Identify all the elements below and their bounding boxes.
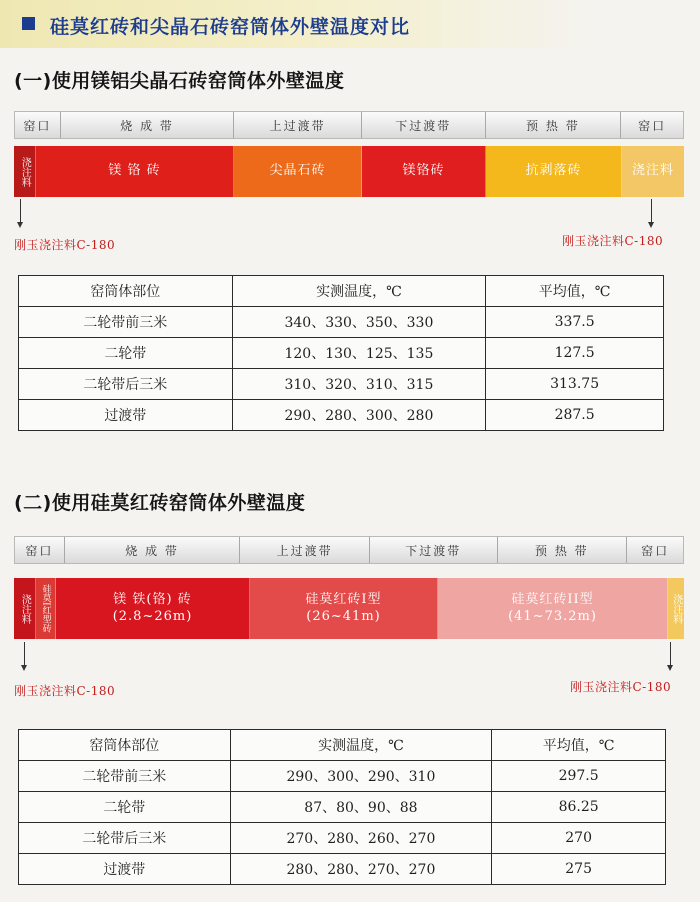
cell-location: 二轮带前三米 bbox=[19, 307, 233, 338]
table-header-row bbox=[19, 276, 664, 307]
cell-location: 二轮带 bbox=[19, 338, 233, 369]
lining-segment bbox=[234, 146, 362, 197]
zone-kiln-inlet: 窑口 bbox=[638, 118, 667, 133]
lining-label: 浇注料 bbox=[19, 156, 31, 187]
arrow-down-icon bbox=[651, 199, 652, 223]
lining-range: (2.8~26m) bbox=[112, 608, 193, 624]
cell-location: 过渡带 bbox=[19, 854, 231, 885]
cell-measured: 340、330、350、330 bbox=[232, 307, 486, 338]
cell-measured: 290、280、300、280 bbox=[232, 400, 486, 431]
table-row bbox=[19, 792, 666, 823]
header-location: 窑筒体部位 bbox=[19, 730, 231, 761]
cell-measured: 290、300、290、310 bbox=[230, 761, 492, 792]
header-average: 平均值，℃ bbox=[486, 276, 664, 307]
header-location: 窑筒体部位 bbox=[19, 276, 233, 307]
arrow-head-icon bbox=[667, 665, 673, 671]
table-row bbox=[19, 369, 664, 400]
cell-average: 287.5 bbox=[486, 400, 664, 431]
arrow-head-icon bbox=[17, 222, 23, 228]
callout-right: 刚玉浇注料C-180 bbox=[562, 234, 664, 248]
lining-range: (41~73.2m) bbox=[508, 608, 597, 624]
lining-segment bbox=[36, 578, 56, 639]
section-2-table bbox=[18, 729, 666, 885]
section-2-zone-header bbox=[14, 536, 684, 564]
lining-label: 硅莫I红型砖 bbox=[40, 584, 51, 633]
zone-preheating: 预 热 带 bbox=[498, 537, 628, 563]
arrow-down-icon bbox=[670, 642, 671, 666]
zone-kiln-inlet: 窑口 bbox=[641, 543, 670, 558]
table-row bbox=[19, 307, 664, 338]
header-measured: 实测温度，℃ bbox=[230, 730, 492, 761]
cell-location: 过渡带 bbox=[19, 400, 233, 431]
cell-average: 86.25 bbox=[492, 792, 666, 823]
lining-segment bbox=[362, 146, 486, 197]
lining-segment bbox=[668, 578, 684, 639]
section-1-lining-bar bbox=[14, 146, 684, 197]
cell-average: 313.75 bbox=[486, 369, 664, 400]
cell-measured: 310、320、310、315 bbox=[232, 369, 486, 400]
callout-right: 刚玉浇注料C-180 bbox=[570, 680, 672, 694]
cell-measured: 280、280、270、270 bbox=[230, 854, 492, 885]
callout-left: 刚玉浇注料C-180 bbox=[14, 684, 116, 698]
arrow-down-icon bbox=[24, 642, 25, 666]
lining-label: 浇注料 bbox=[670, 593, 682, 624]
cell-location: 二轮带后三米 bbox=[19, 369, 233, 400]
header-measured: 实测温度，℃ bbox=[232, 276, 486, 307]
lining-label: 尖晶石砖 bbox=[269, 163, 326, 179]
header-average: 平均值，℃ bbox=[492, 730, 666, 761]
section-1-table bbox=[18, 275, 664, 431]
cell-measured: 87、80、90、88 bbox=[230, 792, 492, 823]
page-title: 硅莫红砖和尖晶石砖窑筒体外壁温度对比 bbox=[50, 16, 411, 38]
cell-average: 275 bbox=[492, 854, 666, 885]
table-row bbox=[19, 761, 666, 792]
section-1-zone-header bbox=[14, 111, 684, 139]
table-row bbox=[19, 823, 666, 854]
lining-segment bbox=[14, 146, 36, 197]
zone-kiln-outlet: 窑口 bbox=[15, 537, 65, 563]
lining-segment bbox=[36, 146, 234, 197]
lining-range: (26~41m) bbox=[306, 608, 381, 624]
lining-segment bbox=[250, 578, 438, 639]
lining-label: 硅莫红砖II型 bbox=[511, 592, 594, 608]
lining-label: 镁 铁(铬) 砖 bbox=[113, 592, 192, 608]
zone-kiln-outlet: 窑口 bbox=[15, 112, 61, 138]
lining-segment bbox=[486, 146, 622, 197]
zone-preheating: 预 热 带 bbox=[486, 112, 622, 138]
section-2-lining-bar bbox=[14, 578, 684, 639]
lining-label: 硅莫红砖I型 bbox=[305, 592, 382, 608]
table-row bbox=[19, 338, 664, 369]
cell-average: 270 bbox=[492, 823, 666, 854]
banner-square-icon bbox=[22, 17, 35, 30]
zone-lower-transition: 下过渡带 bbox=[370, 537, 498, 563]
lining-segment bbox=[438, 578, 668, 639]
cell-location: 二轮带后三米 bbox=[19, 823, 231, 854]
lining-label: 抗剥落砖 bbox=[525, 163, 582, 179]
lining-segment bbox=[14, 578, 36, 639]
table-row bbox=[19, 400, 664, 431]
zone-upper-transition: 上过渡带 bbox=[234, 112, 362, 138]
zone-burning: 烧 成 带 bbox=[65, 537, 240, 563]
section-1-title: (一)使用镁铝尖晶石砖窑筒体外壁温度 bbox=[14, 70, 345, 92]
lining-segment bbox=[622, 146, 684, 197]
table-row bbox=[19, 854, 666, 885]
cell-average: 337.5 bbox=[486, 307, 664, 338]
cell-location: 二轮带前三米 bbox=[19, 761, 231, 792]
section-2-title: (二)使用硅莫红砖窑筒体外壁温度 bbox=[14, 492, 306, 514]
table-header-row bbox=[19, 730, 666, 761]
cell-location: 二轮带 bbox=[19, 792, 231, 823]
callout-left: 刚玉浇注料C-180 bbox=[14, 238, 116, 252]
zone-burning: 烧 成 带 bbox=[61, 112, 234, 138]
lining-label: 浇注料 bbox=[19, 593, 31, 624]
cell-average: 297.5 bbox=[492, 761, 666, 792]
arrow-down-icon bbox=[20, 199, 21, 223]
lining-label: 浇注料 bbox=[631, 163, 674, 179]
cell-average: 127.5 bbox=[486, 338, 664, 369]
zone-upper-transition: 上过渡带 bbox=[240, 537, 370, 563]
cell-measured: 270、280、260、270 bbox=[230, 823, 492, 854]
lining-label: 镁铬砖 bbox=[402, 163, 445, 179]
lining-label: 镁 铬 砖 bbox=[108, 163, 161, 179]
arrow-head-icon bbox=[648, 222, 654, 228]
lining-segment bbox=[56, 578, 250, 639]
arrow-head-icon bbox=[21, 665, 27, 671]
cell-measured: 120、130、125、135 bbox=[232, 338, 486, 369]
zone-lower-transition: 下过渡带 bbox=[362, 112, 486, 138]
